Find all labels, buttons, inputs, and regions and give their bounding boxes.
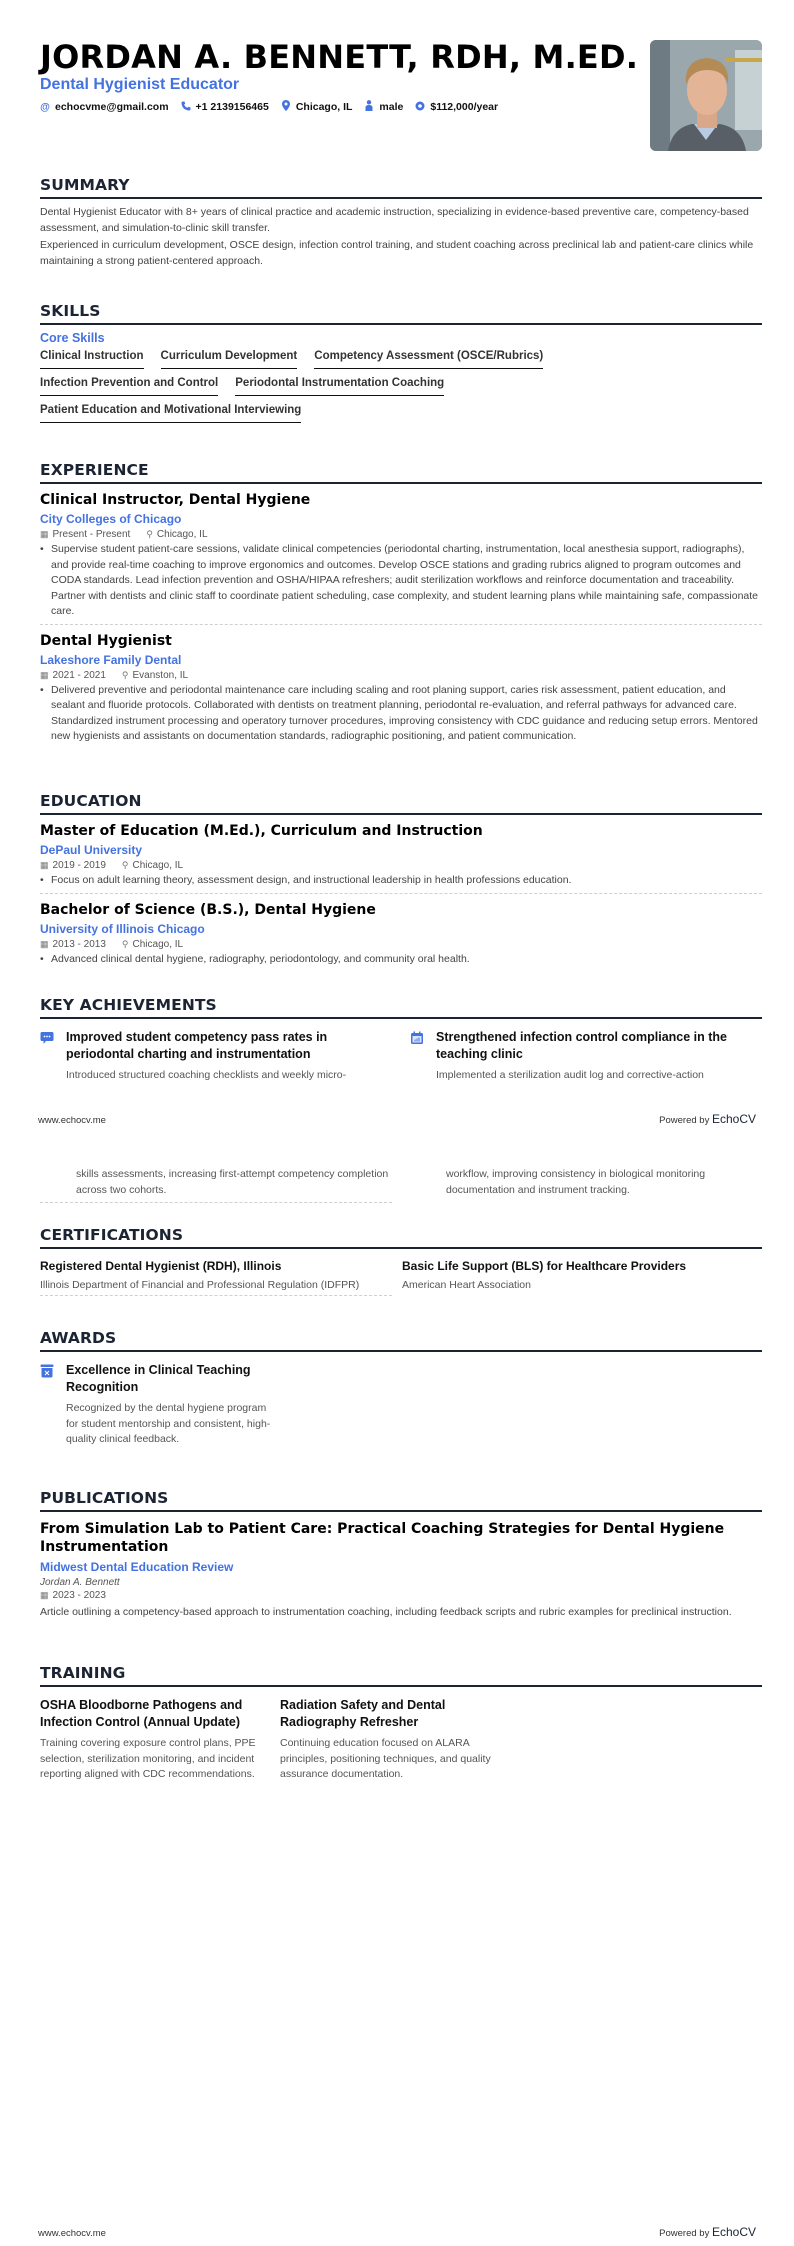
person-icon — [364, 100, 374, 114]
education-entry — [40, 815, 762, 894]
training-grid — [40, 1697, 762, 1783]
achievement-description-continued: workflow, improving consistency in biological monitoring documentation and instrument tracking. — [446, 1168, 706, 1196]
certification-item — [402, 1259, 754, 1296]
footer-website[interactable]: www.echocv.me — [38, 1115, 106, 1126]
achievement-title: Improved student competency pass rates in periodontal charting and instrumentation — [66, 1030, 328, 1061]
skills-heading: SKILLS — [40, 302, 762, 325]
education-dates: 2019 - 2019 — [52, 860, 106, 871]
achievements-heading: KEY ACHIEVEMENTS — [40, 996, 762, 1019]
summary-paragraph-2: Experienced in curriculum development, OSCE design, infection control training, and student coaching across preclinical lab and patient-care clinics while maintaining a strong patient-centered approach. — [40, 239, 754, 267]
job-meta — [40, 529, 762, 540]
experience-heading: EXPERIENCE — [40, 461, 762, 484]
education-location: Chicago, IL — [132, 860, 184, 871]
publications-heading: PUBLICATIONS — [40, 1489, 762, 1512]
achievement-item-continued — [410, 1167, 762, 1203]
education-dates: 2013 - 2013 — [52, 938, 106, 950]
publications-section — [40, 1489, 762, 1621]
location-pin-icon: ⚲ — [121, 669, 129, 680]
achievement-description: Introduced structured coaching checklists and weekly micro- — [66, 1069, 347, 1081]
calendar-icon: ▦ — [40, 860, 49, 870]
footer-powered-by[interactable] — [659, 1112, 756, 1126]
certifications-section — [40, 1226, 762, 1296]
certifications-grid — [40, 1259, 762, 1296]
degree-title: Master of Education (M.Ed.), Curriculum and Instruction — [40, 823, 483, 839]
skill-tag: Patient Education and Motivational Interviewing — [40, 404, 301, 423]
skills-list — [40, 350, 640, 423]
job-dates: Present - Present — [52, 529, 131, 540]
awards-section — [40, 1329, 762, 1448]
brand-name: EchoCV — [711, 1112, 756, 1126]
job-title: Dental Hygienist — [40, 632, 172, 649]
degree-title: Bachelor of Science (B.S.), Dental Hygiene — [40, 901, 376, 918]
email-text: echocvme@gmail.com — [55, 101, 169, 113]
job-description: • Delivered preventive and periodontal maintenance care including scaling and root planing support, caries risk assessment, patient education, and sealant and fluoride protocols. Collaborated with dentists on treatment planning, periodontal re-evaluation, and referral pathways for advanced care. Standardized instrument processing and operatory turnover procedures, improving consistency with CDC guidance and reducing setup errors. Mentored new hygienists and assistants on documentation standards, radiographic positioning, and patient communication. — [40, 683, 762, 745]
education-heading: EDUCATION — [40, 792, 762, 815]
calendar-icon: ▦ — [40, 669, 49, 680]
school: DePaul University — [40, 843, 143, 857]
summary-section — [40, 176, 762, 269]
achievements-grid-continued — [40, 1167, 762, 1203]
achievement-description-continued: skills assessments, increasing first-attempt competency completion across two cohorts. — [76, 1168, 389, 1196]
location-pin-icon: ⚲ — [121, 860, 129, 870]
calendar-icon: ▦ — [40, 938, 49, 949]
candidate-name: JORDAN A. BENNETT, RDH, M.ED. — [40, 38, 639, 76]
contact-email[interactable] — [40, 101, 169, 113]
profile-photo — [650, 40, 762, 151]
skills-section — [40, 302, 762, 423]
calendar-chart-icon — [410, 1031, 424, 1045]
achievements-grid — [40, 1029, 762, 1084]
headline: Dental Hygienist Educator — [40, 76, 240, 93]
publication-description: Article outlining a competency-based approach to instrumentation coaching, including feedback scripts and rubric examples for preclinical instruction. — [40, 1606, 732, 1618]
award-item — [40, 1362, 280, 1448]
award-badge-icon — [40, 1364, 54, 1378]
education-section — [40, 792, 762, 967]
skill-tag: Clinical Instruction — [40, 350, 144, 369]
contact-gender — [364, 100, 403, 114]
contact-phone[interactable] — [181, 101, 269, 114]
experience-section — [40, 461, 762, 745]
footer-website[interactable]: www.echocv.me — [38, 2228, 106, 2239]
publication-title: From Simulation Lab to Patient Care: Practical Coaching Strategies for Dental Hygiene Instrumentation — [40, 1521, 725, 1555]
experience-entry — [40, 484, 762, 625]
achievement-title: Strengthened infection control compliance in the teaching clinic — [436, 1030, 727, 1061]
publisher: Midwest Dental Education Review — [40, 1560, 234, 1574]
certification-issuer: Illinois Department of Financial and Professional Regulation (IDFPR) — [40, 1279, 360, 1291]
skill-group-title: Core Skills — [40, 331, 105, 345]
education-entry — [40, 894, 762, 968]
job-description: • Supervise student patient-care sessions, validate clinical competencies (periodontal charting, instrumentation, local anesthesia support, radiographs), and provide real-time coaching to improve ergonomics and outcomes. Develop OSCE stations and grading rubrics aligned to program outcomes and CODA standards. Lead infection prevention and OSHA/HIPAA refreshers; audit sterilization workflows and reinforce documentation and traceability. Partner with dentists and clinic staff to coordinate patient scheduling, case complexity, and student learning plans while maintaining safe, compassionate care. — [40, 542, 762, 620]
awards-heading: AWARDS — [40, 1329, 762, 1352]
location-pin-icon: ⚲ — [121, 938, 129, 949]
salary-coin-icon — [415, 101, 425, 114]
job-title: Clinical Instructor, Dental Hygiene — [40, 492, 311, 508]
training-item — [280, 1697, 500, 1783]
employer: City Colleges of Chicago — [40, 512, 182, 526]
award-description: Recognized by the dental hygiene program for student mentorship and consistent, high-quality clinical feedback. — [66, 1402, 271, 1445]
skill-tag: Periodontal Instrumentation Coaching — [235, 377, 444, 396]
education-meta — [40, 860, 762, 871]
award-title: Excellence in Clinical Teaching Recognition — [66, 1363, 251, 1394]
phone-text: +1 2139156465 — [195, 101, 269, 113]
employer: Lakeshore Family Dental — [40, 652, 182, 667]
achievement-item — [410, 1029, 762, 1084]
profile-photo-placeholder — [650, 40, 762, 151]
chat-bubble-icon — [40, 1031, 54, 1045]
gender-text: male — [379, 101, 404, 113]
certification-item — [40, 1259, 392, 1296]
training-heading: TRAINING — [40, 1664, 762, 1687]
achievement-description: Implemented a sterilization audit log and corrective-action — [436, 1069, 704, 1081]
training-description: Training covering exposure control plans, PPE selection, sterilization monitoring, and incident reporting aligned with CDC recommendations. — [40, 1737, 256, 1780]
powered-by-text: Powered by — [659, 2228, 712, 2239]
achievements-continued — [40, 1167, 762, 1203]
contact-location — [281, 100, 353, 114]
certifications-heading: CERTIFICATIONS — [40, 1226, 762, 1249]
email-icon: @ — [40, 101, 50, 113]
achievements-section — [40, 996, 762, 1084]
job-dates: 2021 - 2021 — [52, 669, 106, 681]
certification-issuer: American Heart Association — [402, 1279, 531, 1291]
education-description: • Advanced clinical dental hygiene, radiography, periodontology, and community oral health. — [40, 952, 762, 968]
achievement-item-continued — [40, 1167, 392, 1203]
education-location: Chicago, IL — [132, 938, 184, 950]
brand-name: EchoCV — [711, 2225, 756, 2239]
contact-bar — [40, 100, 498, 114]
school: University of Illinois Chicago — [40, 921, 205, 936]
salary-text: $112,000/year — [430, 101, 499, 113]
summary-paragraph-1: Dental Hygienist Educator with 8+ years of clinical practice and academic instruction, specializing in evidence-based preventive care, competency-based assessment, and simulation-to-clinic skill transfer. — [40, 206, 749, 234]
training-title: Radiation Safety and Dental Radiography Refresher — [280, 1698, 446, 1729]
location-text: Chicago, IL — [295, 101, 353, 113]
publication-item — [40, 1520, 762, 1621]
certification-title: Basic Life Support (BLS) for Healthcare Providers — [402, 1259, 687, 1273]
publication-dates: 2023 - 2023 — [52, 1590, 106, 1601]
job-meta — [40, 670, 762, 681]
job-location: Chicago, IL — [156, 529, 208, 540]
footer-powered-by[interactable] — [659, 2225, 756, 2239]
skill-tag: Competency Assessment (OSCE/Rubrics) — [314, 350, 543, 369]
location-pin-icon: ⚲ — [146, 529, 153, 539]
phone-icon — [181, 101, 191, 114]
training-item — [40, 1697, 260, 1783]
achievement-item — [40, 1029, 392, 1084]
summary-heading: SUMMARY — [40, 176, 762, 199]
contact-salary — [415, 101, 498, 114]
certification-title: Registered Dental Hygienist (RDH), Illinois — [40, 1259, 282, 1273]
calendar-icon: ▦ — [40, 529, 49, 539]
location-pin-icon — [281, 100, 291, 114]
training-title: OSHA Bloodborne Pathogens and Infection Control (Annual Update) — [40, 1698, 243, 1729]
training-section — [40, 1664, 762, 1783]
skill-tag: Curriculum Development — [161, 350, 298, 369]
publication-meta — [40, 1590, 762, 1601]
skill-tag: Infection Prevention and Control — [40, 377, 218, 396]
education-description: • Focus on adult learning theory, assessment design, and instructional leadership in health professions education. — [40, 873, 762, 889]
calendar-icon: ▦ — [40, 1590, 49, 1600]
training-description: Continuing education focused on ALARA principles, positioning techniques, and quality assurance documentation. — [280, 1737, 491, 1780]
experience-entry — [40, 625, 762, 745]
job-location: Evanston, IL — [132, 669, 189, 681]
powered-by-text: Powered by — [659, 1115, 712, 1126]
education-meta — [40, 939, 762, 950]
publication-author: Jordan A. Bennett — [40, 1577, 120, 1588]
